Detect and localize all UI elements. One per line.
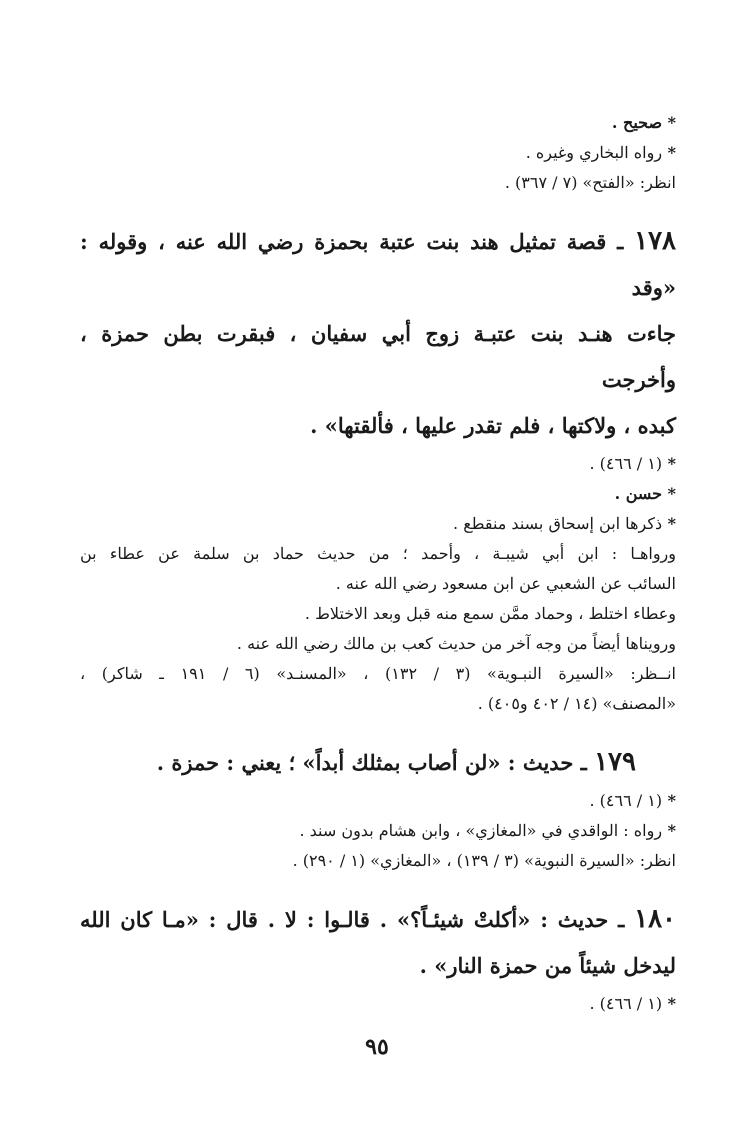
top-block <box>80 108 676 198</box>
entry-178-heading-line-3: كبده ، ولاكتها ، فلم تقدر عليها ، فألقتها» . <box>310 413 676 438</box>
entry-number: ١٧٩ <box>594 747 636 777</box>
entry-180 <box>80 896 676 1019</box>
entry-178-para2: وعطاء اختلط ، وحماد ممَّن سمع منه قبل وبعد الاختلاط . <box>304 604 676 623</box>
entry-178-heading-line-2: جاءت هنـد بنت عتبـة زوج أبي سفيان ، فبقرت بطن حمزة ، وأخرجت <box>80 321 676 392</box>
entry-number: ١٨٠ <box>634 904 677 934</box>
entry-179-narration: * رواه : الواقدي في «المغازي» ، وابن هشام بدون سند . <box>80 816 676 846</box>
entry-178-ref: * (١ / ٤٦٦) . <box>80 449 676 479</box>
entry-179-heading <box>80 739 676 786</box>
entry-178-para1-line2: السائب عن الشعبي عن ابن مسعود رضي الله عنه . <box>335 574 676 593</box>
entry-178 <box>80 218 676 719</box>
entry-178-heading-line-1 <box>80 218 676 311</box>
entry-180-ref: * (١ / ٤٦٦) . <box>80 989 676 1019</box>
entry-178-para3: ورويناها أيضاً من وجه آخر من حديث كعب بن مالك رضي الله عنه . <box>236 634 676 653</box>
grade-line: * صحيح . <box>80 108 676 138</box>
narration-line: * رواه البخاري وغيره . <box>80 138 676 168</box>
page-content <box>80 108 676 1019</box>
entry-178-note: * ذكرها ابن إسحاق بسند منقطع . <box>80 509 676 539</box>
entry-180-heading-line-2: ليدخل شيئاً من حمزة النار» . <box>419 953 676 978</box>
reference-line: انظر: «الفتح» (٧ / ٣٦٧) . <box>504 173 676 192</box>
entry-179-see: انظر: «السيرة النبوية» (٣ / ١٣٩) ، «المغازي» (١ / ٢٩٠) . <box>292 851 676 870</box>
heading-text: ـ حديث : «أكلتْ شيئـاً؟» . قالـوا : لا . قال : «مـا كان الله <box>80 907 625 932</box>
entry-179 <box>80 739 676 876</box>
entry-179-ref: * (١ / ٤٦٦) . <box>80 786 676 816</box>
entry-180-heading-line-1 <box>80 896 676 943</box>
entry-178-grade: * حسن . <box>80 479 676 509</box>
page-number: ٩٥ <box>365 1034 389 1060</box>
heading-text: ـ قصة تمثيل هند بنت عتبة بحمزة رضي الله عنه ، وقوله : «وقد <box>80 229 676 300</box>
entry-178-see-line2: «المصنف» (١٤ / ٤٠٢ و٤٠٥) . <box>477 694 676 713</box>
heading-text: ـ حديث : «لن أصاب بمثلك أبداً» ؛ يعني : حمزة . <box>156 750 587 775</box>
entry-178-para1-line1: ورواهـا : ابن أبي شيبـة ، وأحمد ؛ من حديث حماد بن سلمة عن عطاء بن <box>80 544 676 563</box>
entry-178-see-line1: انــظر: «السيرة النبـوية» (٣ / ١٣٢) ، «المسنـد» (٦ / ١٩١ ـ شاكر) ، <box>80 664 676 683</box>
entry-number: ١٧٨ <box>634 226 677 256</box>
